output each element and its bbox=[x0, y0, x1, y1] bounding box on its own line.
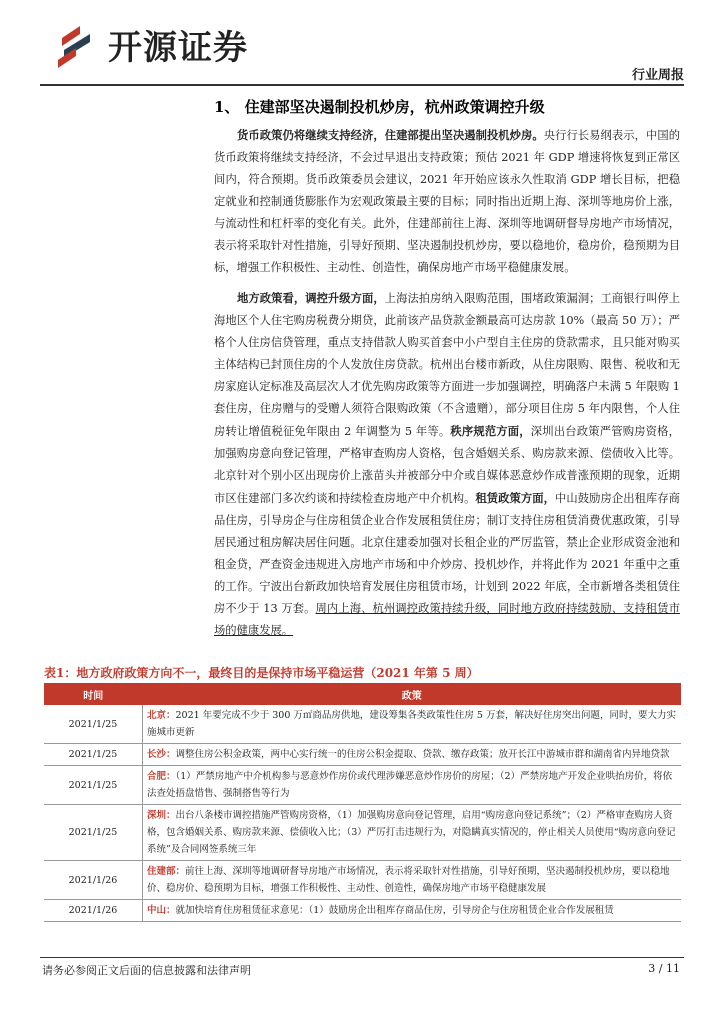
para2-lead-1: 地方政策看，调控升级方面， bbox=[237, 291, 385, 305]
paragraph-local-policy bbox=[214, 287, 680, 642]
report-type-tag: 行业周报 bbox=[631, 68, 684, 83]
table-row bbox=[44, 705, 681, 744]
para1-lead: 货币政策仍将继续支持经济，住建部提出坚决遏制投机炒房。 bbox=[237, 128, 544, 142]
table-row bbox=[44, 805, 681, 861]
row-date: 2021/1/25 bbox=[44, 766, 143, 805]
row-date: 2021/1/26 bbox=[44, 900, 143, 922]
row-date: 2021/1/26 bbox=[44, 861, 143, 900]
row-policy bbox=[143, 900, 682, 922]
para2-body-1: 上海法拍房纳入限购范围，围堵政策漏洞；工商银行叫停上海地区个人住宅购房税费分期贷，此前该产品贷款金额最高可达房款 10%（最高 50 万）；严格个人住房信贷管理，重点支持借款人购买首套中小户型自主住房的贷款需求，且只能对购买主体结构已封顶住房的个人发放住房贷款。杭州出台楼市新政，从住房限购、限售、税收和无房家庭认定标准及高层次人才优先购房政策等方面进一步加强调控，明确落户未满 5 年限购 1 套住房，住房赠与的受赠人须符合限购政策（不含遗赠），部分项目住房 5 年内限售，个人住房转让增值税征免年限由 2 年调整为 5 年等。 bbox=[214, 292, 680, 438]
table-row bbox=[44, 861, 681, 900]
row-text: 前往上海、深圳等地调研督导房地产市场情况，表示将采取针对性措施，引导好预期，坚决遏制投机炒房，要以稳地价、稳房价、稳预期为目标，增强工作积极性、主动性、创造性，确保房地产市场平稳健康发展 bbox=[147, 866, 670, 894]
row-text: （1）严禁房地产中介机构参与恶意炒作房价或代理涉嫌恶意炒作房价的房屋；（2）严禁房地产开发企业哄抬房价，将依法查处捂盘惜售、强制搭售等行为 bbox=[147, 771, 673, 799]
para2-lead-3: 租赁政策方面， bbox=[475, 491, 556, 505]
row-policy bbox=[143, 744, 682, 766]
row-policy bbox=[143, 766, 682, 805]
row-city: 深圳： bbox=[147, 810, 176, 821]
footer-divider bbox=[40, 957, 684, 958]
table-row bbox=[44, 766, 681, 805]
row-policy bbox=[143, 861, 682, 900]
policy-table bbox=[44, 683, 681, 922]
row-text: 就加快培育住房租赁征求意见：（1）鼓励房企出租库存商品住房，引导房企与住房租赁企业合作发展租赁 bbox=[175, 905, 614, 916]
logo-text: 开源证券 bbox=[108, 27, 248, 68]
row-date: 2021/1/25 bbox=[44, 744, 143, 766]
row-date: 2021/1/25 bbox=[44, 805, 143, 861]
section-title: 1、 住建部坚决遏制投机炒房，杭州政策调控升级 bbox=[214, 98, 545, 116]
para2-lead-2: 秩序规范方面， bbox=[450, 424, 531, 438]
header-date: 时间 bbox=[44, 683, 143, 705]
table-header-row bbox=[44, 683, 681, 705]
row-city: 长沙： bbox=[147, 749, 176, 760]
table-caption: 表1：地方政府政策方向不一，最终目的是保持市场平稳运营（2021 年第 5 周） bbox=[44, 666, 479, 680]
logo-mark-icon bbox=[50, 20, 102, 68]
row-city: 住建部： bbox=[147, 866, 186, 877]
row-policy bbox=[143, 705, 682, 744]
page-number: 3 / 11 bbox=[648, 962, 680, 975]
table-row bbox=[44, 744, 681, 766]
para2-summary: 周内上海、杭州调控政策持续升级，同时地方政府持续鼓励、支持租赁市场的健康发展。 bbox=[214, 602, 680, 637]
brand-logo bbox=[50, 20, 248, 68]
row-city: 中山： bbox=[147, 905, 176, 916]
footer-disclaimer: 请务必参阅正文后面的信息披露和法律声明 bbox=[42, 964, 251, 977]
row-date: 2021/1/25 bbox=[44, 705, 143, 744]
row-text: 出台八条楼市调控措施严管购房资格，（1）加强购房意向登记管理，启用“购房意向登记系统”；（2）严格审查购房人资格，包含婚姻关系、购房款来源、偿债收入比；（3）严厉打击违规行为，对隐瞒真实情况的，停止相关人员使用“购房意向登记系统”及合同网签系统三年 bbox=[147, 810, 676, 855]
header-policy: 政策 bbox=[143, 683, 682, 705]
row-text: 调整住房公积金政策，两中心实行统一的住房公积金提取、贷款、缴存政策；放开长江中游城市群和湖南省内异地贷款 bbox=[175, 749, 670, 760]
row-city: 北京： bbox=[147, 710, 176, 721]
table-row bbox=[44, 900, 681, 922]
paragraph-monetary-policy bbox=[214, 124, 680, 279]
row-city: 合肥： bbox=[147, 771, 176, 782]
para1-body: 央行行长易纲表示，中国的货币政策将继续支持经济，不会过早退出支持政策；预估 2021 年 GDP 增速将恢复到正常区间内，符合预期。货币政策委员会建议，2021 年开始应该永久性取消 GDP 增长目标，把稳定就业和控制通货膨胀作为宏观政策最主要的目标；同时指出近期上海、深圳等地房价上涨，与流动性和杠杆率的变化有关。此外，住建部前往上海、深圳等地调研督导房地产市场情况，表示将采取针对性措施，引导好预期、坚决遏制投机炒房，要以稳地价，稳房价，稳预期为目标，增强工作积极性、主动性、创造性，确保房地产市场平稳健康发展。 bbox=[214, 129, 680, 274]
row-policy bbox=[143, 805, 682, 861]
para2-body-2: 深圳出台政策严管购房资格，加强购房意向登记管理，严格审查购房人资格，包含婚姻关系、购房款来源、偿债收入比等。北京针对个别小区出现房价上涨苗头并被部分中介或自媒体恶意炒作成普涨预期的现象，近期市区住建部门多次约谈和持续检查房地产中介机构。 bbox=[214, 425, 680, 505]
header-divider bbox=[40, 84, 684, 86]
para2-body-3: 中山鼓励房企出租库存商品住房，引导房企与住房租赁企业合作发展租赁住房；制订支持住房租赁消费优惠政策，引导居民通过租房解决居住问题。北京住建委加强对长租企业的严厉监管，禁止企业形成资金池和租金贷，严查资金违规进入房地产市场和中介炒房、投机炒作，并将此作为 2021 年重中之重的工作。宁波出台新政加快培育发展住房租赁市场，计划到 2022 年底，全市新增各类租赁住房不少于 13 万套。 bbox=[214, 492, 680, 615]
row-text: 2021 年要完成不少于 300 万㎡商品房供地，建设筹集各类政策性住房 5 万套，解决好住房突出问题，同时，要大力实施城市更新 bbox=[147, 710, 676, 738]
